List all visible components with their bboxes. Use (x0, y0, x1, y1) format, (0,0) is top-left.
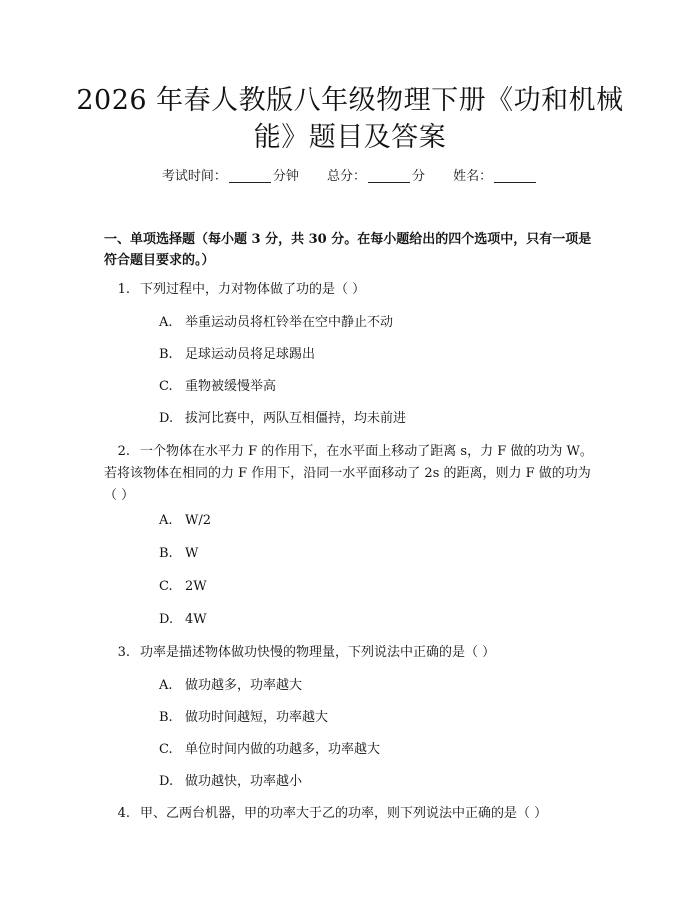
question-2-option-a (159, 510, 596, 532)
exam-time (162, 168, 299, 186)
total-score-blank (368, 168, 410, 183)
exam-time-blank (229, 168, 271, 183)
question-4 (104, 803, 596, 825)
option-letter: B. (159, 710, 173, 725)
question-number: 4. (117, 806, 130, 821)
option-text: 举重运动员将杠铃举在空中静止不动 (185, 315, 394, 330)
question-3-option-b (159, 707, 596, 729)
question-2-option-c (159, 576, 596, 598)
question-text: 一个物体在水平力 F 的作用下，在水平面上移动了距离 s，力 F 做的功为 W。若将该物体在相同的力 F 作用下，沿同一水平面移动了 2s 的距离，则力 F 做的功为（ ） (104, 444, 593, 503)
option-letter: A. (159, 678, 173, 693)
option-text: 拔河比赛中，两队互相僵持，均未前进 (185, 411, 407, 426)
total-score-label: 总分： (326, 169, 366, 184)
exam-info (0, 168, 700, 186)
option-letter: D. (159, 774, 174, 789)
title-line-1: 2026 年春人教版八年级物理下册《功和机械 (76, 85, 624, 116)
question-2 (104, 441, 596, 507)
option-text: 做功越多，功率越大 (185, 678, 303, 693)
section-title: 一、单项选择题（每小题 3 分，共 30 分。在每小题给出的四个选项中，只有一项是符合题目要求的。） (104, 232, 592, 268)
question-2-option-b (159, 543, 596, 565)
option-letter: C. (159, 579, 173, 594)
question-1-option-c (159, 376, 596, 398)
option-letter: A. (159, 315, 173, 330)
option-letter: D. (159, 411, 174, 426)
option-text: 做功越快，功率越小 (185, 774, 303, 789)
option-text: 重物被缓慢举高 (185, 379, 277, 394)
question-3-option-d (159, 771, 596, 793)
student-name (453, 168, 538, 186)
question-text: 甲、乙两台机器，甲的功率大于乙的功率，则下列说法中正确的是（ ） (140, 806, 548, 821)
option-text: 单位时间内做的功越多，功率越大 (185, 742, 381, 757)
option-letter: A. (159, 513, 173, 528)
total-score-unit: 分 (412, 169, 426, 184)
option-letter: C. (159, 379, 173, 394)
question-1-option-d (159, 408, 596, 430)
exam-time-unit: 分钟 (272, 169, 299, 184)
question-1-option-b (159, 344, 596, 366)
question-2-option-d (159, 609, 596, 631)
option-letter: D. (159, 612, 174, 627)
option-letter: B. (159, 347, 173, 362)
question-number: 1. (117, 282, 130, 297)
question-text: 下列过程中，力对物体做了功的是（ ） (140, 282, 366, 297)
total-score (327, 168, 425, 186)
option-text: 4W (185, 612, 207, 627)
title-line-2: 能》题目及答案 (253, 122, 447, 153)
student-name-label: 姓名： (453, 169, 493, 184)
option-text: W/2 (185, 513, 212, 528)
option-text: 做功时间越短，功率越大 (185, 710, 329, 725)
exam-time-label: 考试时间： (161, 169, 227, 184)
question-3-option-c (159, 739, 596, 761)
student-name-blank (494, 168, 536, 183)
question-text: 功率是描述物体做功快慢的物理量，下列说法中正确的是（ ） (140, 645, 496, 660)
question-number: 2. (117, 444, 130, 459)
document-title (70, 82, 630, 156)
question-3 (104, 642, 596, 664)
option-text: 足球运动员将足球踢出 (185, 347, 316, 362)
question-3-option-a (159, 675, 596, 697)
option-letter: B. (159, 546, 173, 561)
question-1 (104, 279, 596, 301)
question-1-option-a (159, 312, 596, 334)
question-number: 3. (117, 645, 130, 660)
option-text: 2W (185, 579, 207, 594)
option-text: W (185, 546, 199, 561)
option-letter: C. (159, 742, 173, 757)
